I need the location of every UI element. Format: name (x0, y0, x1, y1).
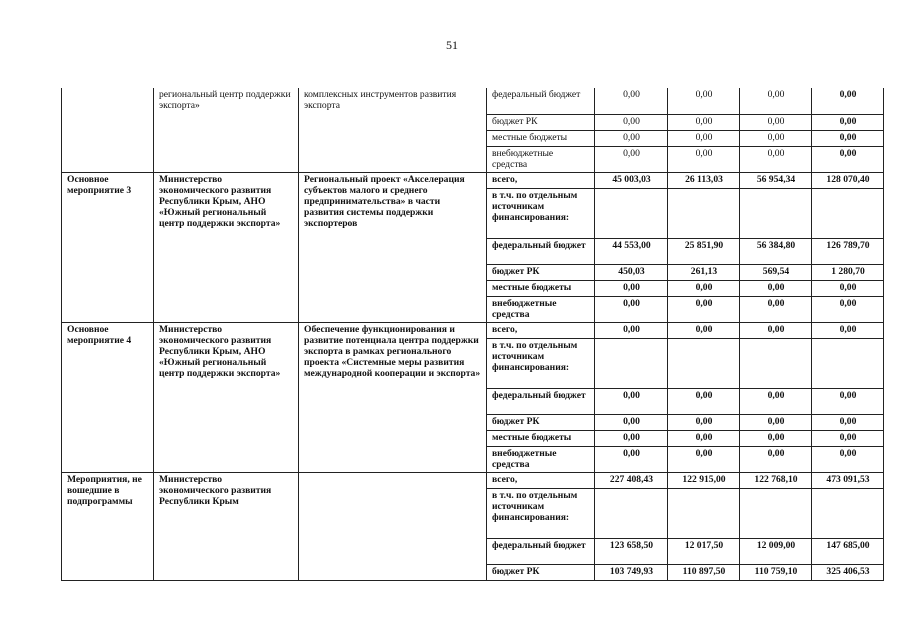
amount-cell: 0,00 (595, 388, 668, 414)
amount-cell: 0,00 (668, 296, 740, 322)
funding-source-cell: бюджет РК (487, 264, 595, 280)
amount-cell: 0,00 (595, 322, 668, 338)
amount-cell: 110 897,50 (668, 564, 740, 580)
amount-cell: 26 113,03 (668, 172, 740, 188)
funding-source-cell: местные бюджеты (487, 430, 595, 446)
amount-cell: 0,00 (812, 322, 884, 338)
measure-name-cell: Основное мероприятие 4 (62, 322, 154, 472)
page-number: 51 (446, 38, 458, 52)
amount-cell: 44 553,00 (595, 238, 668, 264)
amount-cell (595, 338, 668, 388)
amount-cell: 261,13 (668, 264, 740, 280)
amount-cell: 0,00 (595, 414, 668, 430)
amount-cell: 128 070,40 (812, 172, 884, 188)
amount-cell: 0,00 (595, 430, 668, 446)
amount-cell: 0,00 (740, 146, 812, 172)
amount-cell: 0,00 (668, 280, 740, 296)
amount-cell: 0,00 (668, 322, 740, 338)
funding-source-cell: всего, (487, 472, 595, 488)
amount-cell: 123 658,50 (595, 538, 668, 564)
amount-cell (668, 488, 740, 538)
amount-cell (740, 188, 812, 238)
amount-cell (812, 488, 884, 538)
amount-cell: 12 017,50 (668, 538, 740, 564)
table-row (62, 172, 884, 188)
executor-cell: Министерство экономического развития Республики Крым, АНО «Южный региональный центр поддержки экспорта» (154, 172, 299, 322)
amount-cell: 0,00 (668, 414, 740, 430)
description-cell (299, 472, 487, 580)
amount-cell: 25 851,90 (668, 238, 740, 264)
amount-cell: 0,00 (740, 430, 812, 446)
funding-source-cell: местные бюджеты (487, 280, 595, 296)
amount-cell: 0,00 (668, 388, 740, 414)
amount-cell: 103 749,93 (595, 564, 668, 580)
amount-cell (812, 188, 884, 238)
amount-cell: 56 954,34 (740, 172, 812, 188)
table-row (62, 88, 884, 114)
description-cell: Региональный проект «Акселерация субъектов малого и среднего предпринимательства» в части развития системы поддержки экспортеров (299, 172, 487, 322)
amount-cell: 122 768,10 (740, 472, 812, 488)
executor-cell: Министерство экономического развития Республики Крым, АНО «Южный региональный центр поддержки экспорта» (154, 322, 299, 472)
amount-cell: 0,00 (595, 130, 668, 146)
executor-cell: Министерство экономического развития Республики Крым (154, 472, 299, 580)
funding-source-cell: федеральный бюджет (487, 388, 595, 414)
table-row (62, 322, 884, 338)
amount-cell: 0,00 (668, 430, 740, 446)
table-row (62, 472, 884, 488)
funding-source-cell: бюджет РК (487, 564, 595, 580)
amount-cell: 0,00 (740, 88, 812, 114)
executor-cell: региональный центр поддержки экспорта» (154, 88, 299, 172)
amount-cell: 0,00 (595, 296, 668, 322)
description-cell: Обеспечение функционирования и развитие потенциала центра поддержки экспорта в рамках регионального проекта «Системные меры развития международной кооперации и экспорта» (299, 322, 487, 472)
amount-cell: 0,00 (740, 280, 812, 296)
funding-source-cell: федеральный бюджет (487, 88, 595, 114)
amount-cell: 0,00 (812, 296, 884, 322)
amount-cell: 0,00 (595, 114, 668, 130)
amount-cell: 0,00 (668, 446, 740, 472)
amount-cell: 0,00 (812, 430, 884, 446)
amount-cell (668, 188, 740, 238)
amount-cell: 0,00 (812, 130, 884, 146)
funding-source-cell: всего, (487, 172, 595, 188)
amount-cell: 0,00 (812, 414, 884, 430)
funding-source-cell: внебюджетные средства (487, 146, 595, 172)
amount-cell: 0,00 (668, 88, 740, 114)
measure-name-cell: Мероприятия, не вошедшие в подпрограммы (62, 472, 154, 580)
amount-cell: 0,00 (595, 88, 668, 114)
amount-cell: 126 789,70 (812, 238, 884, 264)
funding-source-cell: внебюджетные средства (487, 446, 595, 472)
amount-cell: 450,03 (595, 264, 668, 280)
amount-cell: 0,00 (668, 146, 740, 172)
amount-cell (595, 488, 668, 538)
amount-cell: 0,00 (740, 114, 812, 130)
amount-cell (595, 188, 668, 238)
amount-cell: 0,00 (740, 322, 812, 338)
amount-cell: 473 091,53 (812, 472, 884, 488)
amount-cell: 227 408,43 (595, 472, 668, 488)
amount-cell: 0,00 (668, 114, 740, 130)
amount-cell: 0,00 (812, 388, 884, 414)
description-cell: комплексных инструментов развития экспорта (299, 88, 487, 172)
amount-cell: 0,00 (812, 114, 884, 130)
amount-cell: 122 915,00 (668, 472, 740, 488)
funding-source-cell: в т.ч. по отдельным источникам финансирования: (487, 188, 595, 238)
amount-cell: 0,00 (595, 146, 668, 172)
amount-cell: 45 003,03 (595, 172, 668, 188)
funding-source-cell: бюджет РК (487, 114, 595, 130)
funding-source-cell: местные бюджеты (487, 130, 595, 146)
measure-name-cell: Основное мероприятие 3 (62, 172, 154, 322)
amount-cell: 0,00 (668, 130, 740, 146)
funding-source-cell: в т.ч. по отдельным источникам финансирования: (487, 488, 595, 538)
amount-cell: 1 280,70 (812, 264, 884, 280)
funding-source-cell: всего, (487, 322, 595, 338)
amount-cell: 0,00 (812, 146, 884, 172)
funding-source-cell: в т.ч. по отдельным источникам финансирования: (487, 338, 595, 388)
amount-cell: 325 406,53 (812, 564, 884, 580)
amount-cell: 56 384,80 (740, 238, 812, 264)
amount-cell: 0,00 (812, 280, 884, 296)
amount-cell: 0,00 (595, 446, 668, 472)
financing-table (61, 88, 884, 581)
funding-source-cell: федеральный бюджет (487, 238, 595, 264)
amount-cell: 0,00 (595, 280, 668, 296)
amount-cell: 0,00 (740, 296, 812, 322)
amount-cell: 569,54 (740, 264, 812, 280)
funding-source-cell: федеральный бюджет (487, 538, 595, 564)
funding-source-cell: бюджет РК (487, 414, 595, 430)
amount-cell (812, 338, 884, 388)
measure-name-cell (62, 88, 154, 172)
amount-cell: 0,00 (740, 414, 812, 430)
funding-source-cell: внебюджетные средства (487, 296, 595, 322)
amount-cell: 0,00 (812, 446, 884, 472)
amount-cell: 110 759,10 (740, 564, 812, 580)
amount-cell (668, 338, 740, 388)
amount-cell: 0,00 (812, 88, 884, 114)
amount-cell: 0,00 (740, 446, 812, 472)
amount-cell (740, 338, 812, 388)
amount-cell: 0,00 (740, 388, 812, 414)
amount-cell (740, 488, 812, 538)
amount-cell: 0,00 (740, 130, 812, 146)
amount-cell: 12 009,00 (740, 538, 812, 564)
amount-cell: 147 685,00 (812, 538, 884, 564)
